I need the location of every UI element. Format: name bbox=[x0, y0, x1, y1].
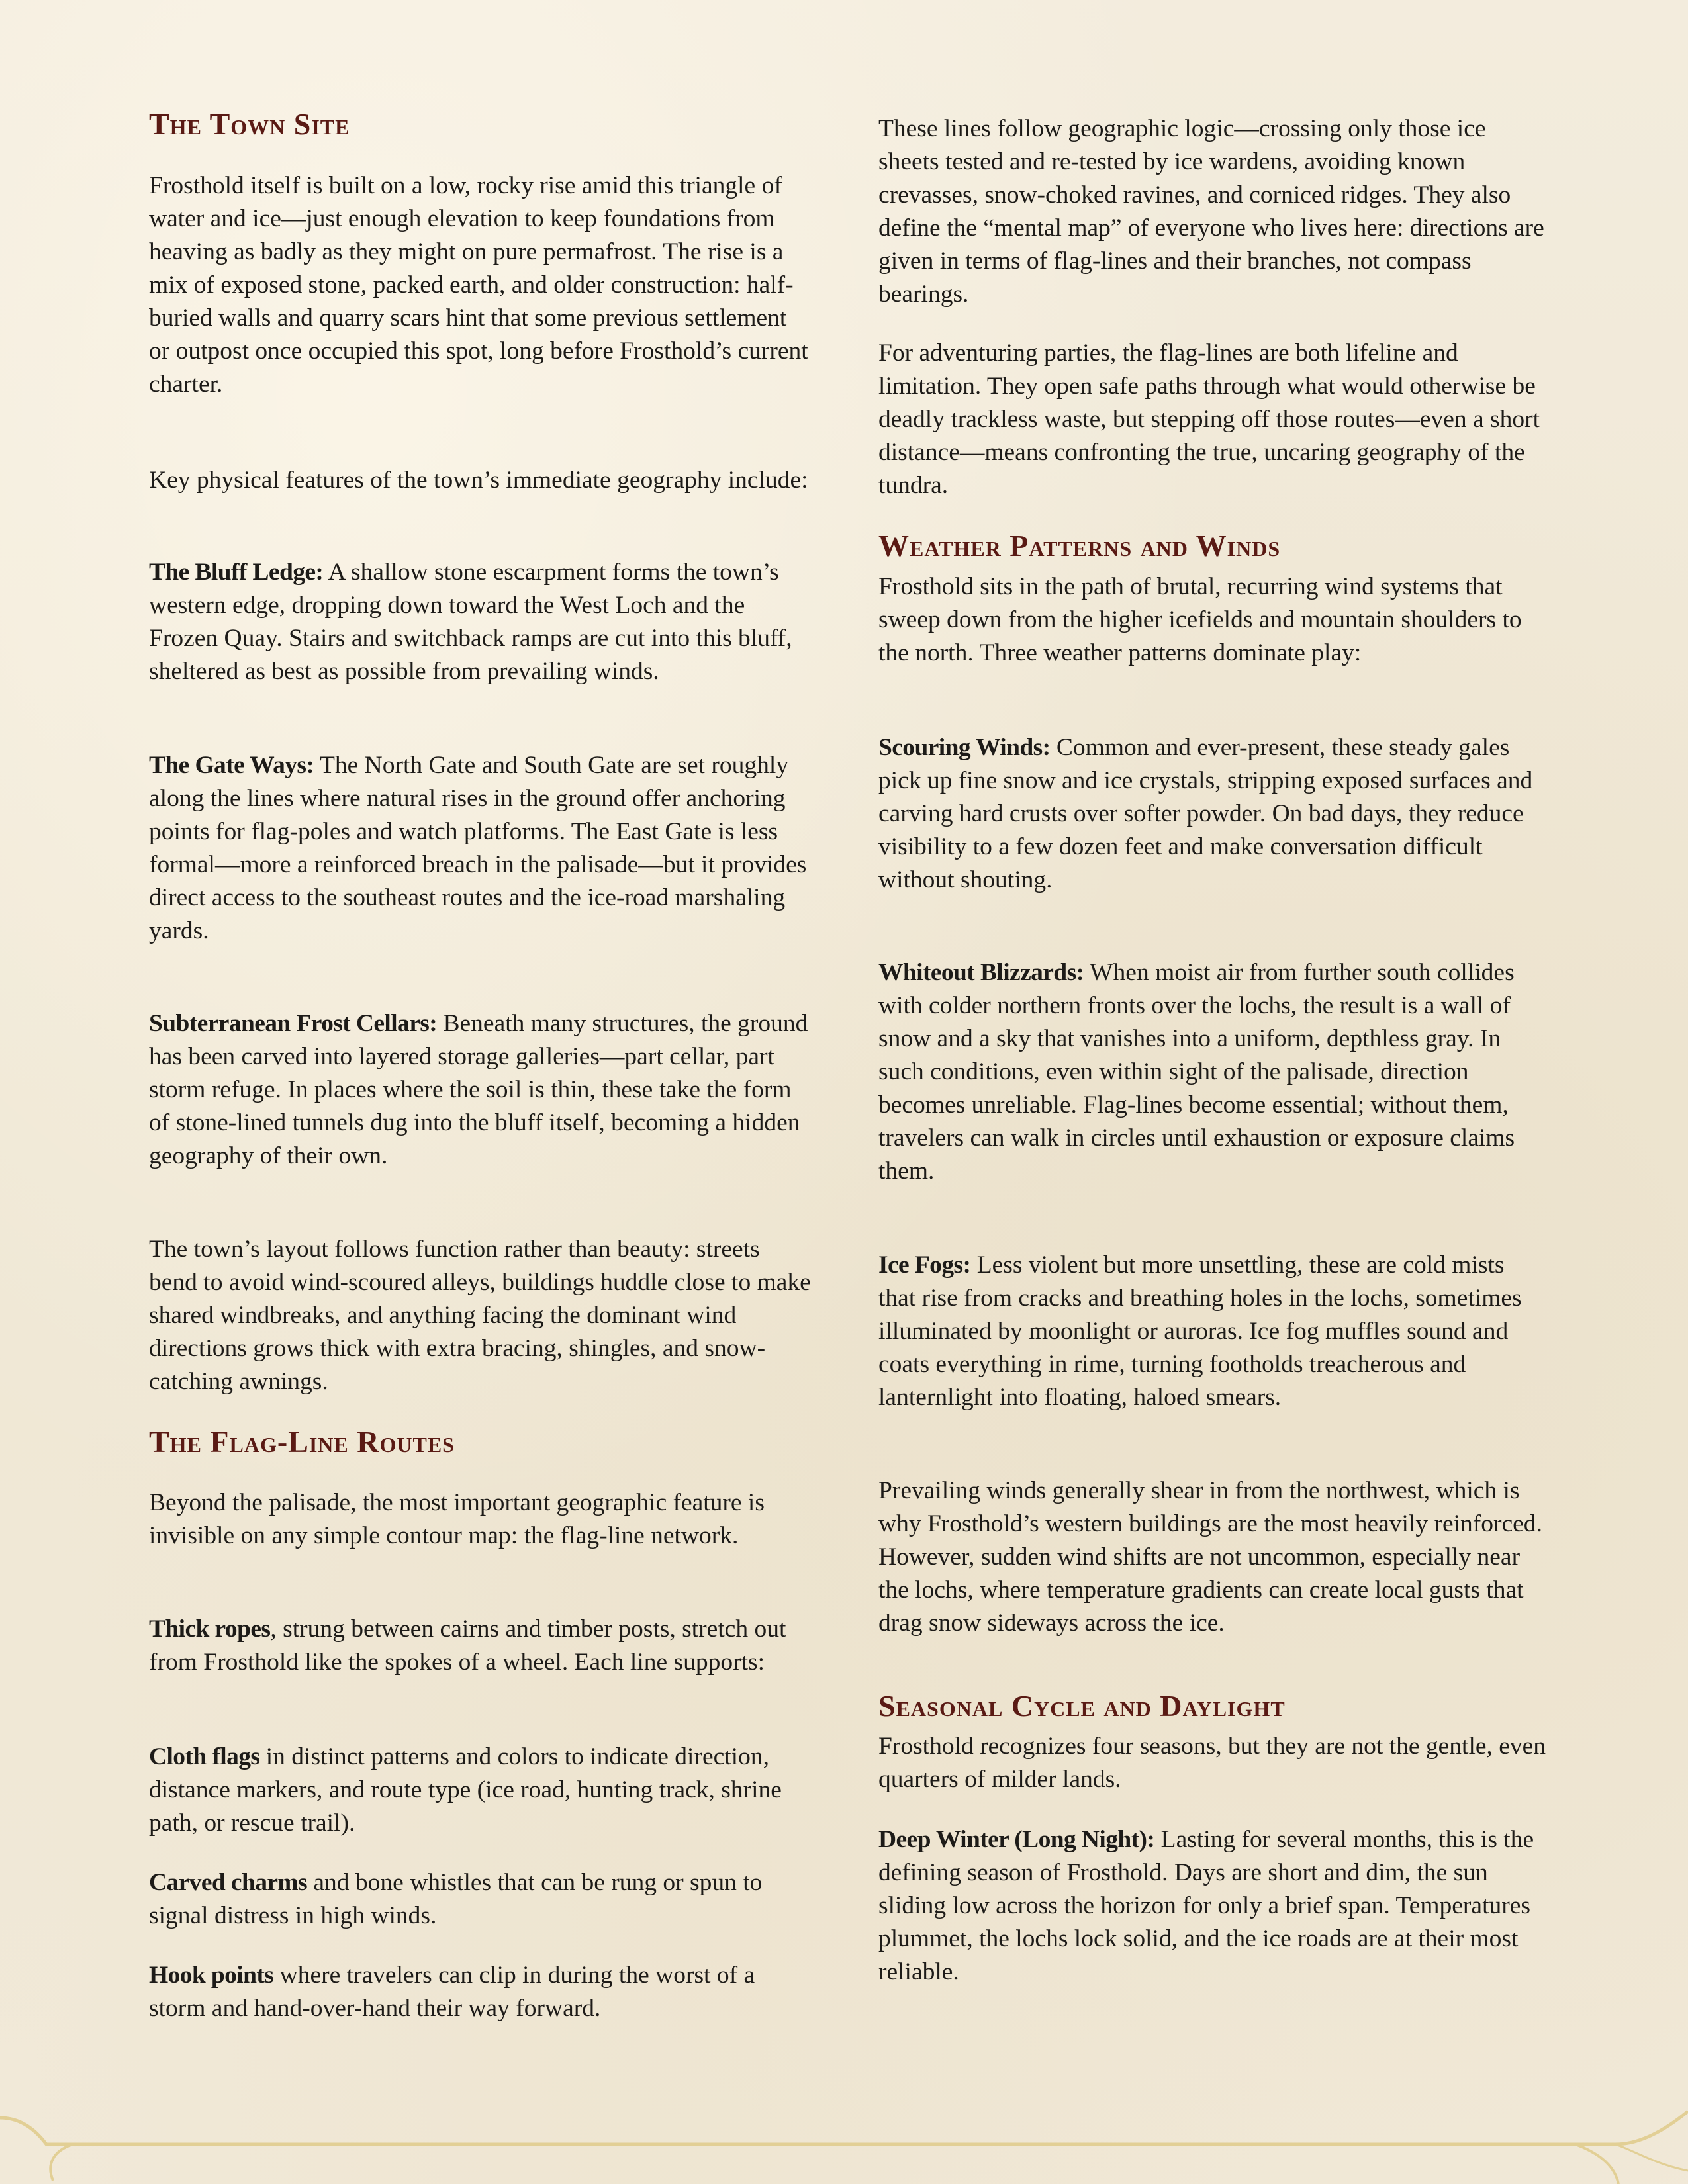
term-bluff-ledge: The Bluff Ledge: bbox=[149, 559, 324, 586]
paragraph-cloth-flags bbox=[149, 1741, 811, 1840]
footer-flourish-left bbox=[50, 2144, 73, 2181]
text-thick-ropes: , strung between cairns and timber posts, stretch out from Frosthold like the spokes of a wheel. Each line supports: bbox=[149, 1615, 786, 1676]
paragraph-scouring-winds bbox=[878, 731, 1547, 897]
text-whiteout-blizzards: When moist air from further south collides with colder northern fronts over the lochs, the result is a wall of snow and a sky that vanishes into a uniform, depthless gray. In such conditions, even within sight of the palisade, direction becomes unreliable. Flag-lines become essential; without them, travelers can walk in circles until exhaustion or exposure claims them. bbox=[878, 959, 1515, 1185]
footer-flourish-right-curl bbox=[1615, 2144, 1688, 2171]
text-deep-winter: Lasting for several months, this is the defining season of Frosthold. Days are short and dim, the sun sliding low across the horizon for only a brief span. Temperatures plummet, the lochs lock solid, and the ice roads are at their most reliable. bbox=[878, 1826, 1534, 1985]
text-cloth-flags: in distinct patterns and colors to indicate direction, distance markers, and route type (ice road, hunting track, shrine path, or rescue trail). bbox=[149, 1743, 782, 1837]
paragraph-thick-ropes bbox=[149, 1613, 811, 1679]
term-cloth-flags: Cloth flags bbox=[149, 1743, 260, 1770]
paragraph-ice-fogs bbox=[878, 1249, 1547, 1414]
text-gate-ways: The North Gate and South Gate are set roughly along the lines where natural rises in the ground offer anchoring points for flag-poles and watch platforms. The East Gate is less formal—more a reinforced breach in the palisade—but it provides direct access to the southeast routes and the ice-road marshaling yards. bbox=[149, 752, 807, 944]
paragraph-town-site-intro: Frosthold itself is built on a low, rocky rise amid this triangle of water and ice—just enough elevation to keep foundations from heaving as badly as they might on pure permafrost. The rise is a mix of exposed stone, packed earth, and older construction: half-buried walls and quarry scars hint that some previous settlement or outpost once occupied this spot, long before Frosthold’s current charter. bbox=[149, 172, 808, 398]
term-thick-ropes: Thick ropes bbox=[149, 1615, 271, 1643]
paragraph-seasonal-intro: Frosthold recognizes four seasons, but they are not the gentle, even quarters of milder lands. bbox=[878, 1733, 1546, 1793]
term-carved-charms: Carved charms bbox=[149, 1869, 308, 1896]
paragraph-weather-intro: Frosthold sits in the path of brutal, recurring wind systems that sweep down from the higher icefields and mountain shoulders to the north. Three weather patterns dominate play: bbox=[878, 573, 1522, 666]
term-frost-cellars: Subterranean Frost Cellars: bbox=[149, 1010, 438, 1037]
paragraph-town-layout: The town’s layout follows function rather than beauty: streets bend to avoid wind-scoured alleys, buildings huddle close to make shared windbreaks, and anything facing the dominant wind directions grows thick with extra bracing, shingles, and snow-catching awnings. bbox=[149, 1236, 811, 1395]
paragraph-hook-points bbox=[149, 1959, 811, 2025]
term-scouring-winds: Scouring Winds: bbox=[878, 734, 1051, 761]
paragraph-flag-lines-logic: These lines follow geographic logic—crossing only those ice sheets tested and re-tested by ice wardens, avoiding known crevasses, snow-choked ravines, and corniced ridges. They also define the “mental map” of everyone who lives here: directions are given in terms of flag-lines and their branches, not compass bearings. bbox=[878, 115, 1544, 308]
text-bluff-ledge: A shallow stone escarpment forms the town’s western edge, dropping down toward the West Loch and the Frozen Quay. Stairs and switchback ramps are cut into this bluff, sheltered as best as possible from prevailing winds. bbox=[149, 559, 792, 685]
paragraph-frost-cellars bbox=[149, 1007, 811, 1173]
paragraph-prevailing-winds: Prevailing winds generally shear in from the northwest, which is why Frosthold’s western buildings are the most heavily reinforced. However, sudden wind shifts are not uncommon, especially near the lochs, where temperature gradients can create local gusts that drag snow sideways across the ice. bbox=[878, 1477, 1542, 1637]
paragraph-deep-winter bbox=[878, 1823, 1547, 1989]
paragraph-flag-line-intro: Beyond the palisade, the most important geographic feature is invisible on any simple contour map: the flag-line network. bbox=[149, 1489, 765, 1549]
footer-ornament bbox=[0, 2071, 1688, 2184]
section-heading-seasonal: Seasonal Cycle and Daylight bbox=[878, 1689, 1286, 1723]
paragraph-key-features: Key physical features of the town’s immediate geography include: bbox=[149, 467, 808, 494]
term-deep-winter: Deep Winter (Long Night): bbox=[878, 1826, 1155, 1853]
term-hook-points: Hook points bbox=[149, 1962, 274, 1989]
text-frost-cellars: Beneath many structures, the ground has been carved into layered storage galleries—part cellar, part storm refuge. In places where the soil is thin, these take the form of stone-lined tunnels dug into the bluff itself, becoming a hidden geography of their own. bbox=[149, 1010, 808, 1169]
section-heading-flag-line: The Flag-Line Routes bbox=[149, 1425, 455, 1459]
paragraph-gate-ways bbox=[149, 749, 811, 948]
section-heading-town-site: The Town Site bbox=[149, 107, 350, 141]
term-ice-fogs: Ice Fogs: bbox=[878, 1251, 971, 1279]
paragraph-flag-lines-adventuring: For adventuring parties, the flag-lines are both lifeline and limitation. They open safe paths through what would otherwise be deadly trackless waste, but stepping off those routes—even a short distance—means confronting the true, uncaring geography of the tundra. bbox=[878, 340, 1540, 499]
text-carved-charms: and bone whistles that can be rung or spun to signal distress in high winds. bbox=[149, 1869, 763, 1929]
footer-flourish-right bbox=[1575, 2144, 1618, 2184]
paragraph-bluff-ledge bbox=[149, 556, 811, 688]
paragraph-carved-charms bbox=[149, 1866, 811, 1933]
section-heading-weather: Weather Patterns and Winds bbox=[878, 529, 1281, 563]
paragraph-whiteout-blizzards bbox=[878, 956, 1547, 1188]
text-hook-points: where travelers can clip in during the worst of a storm and hand-over-hand their way forward. bbox=[149, 1962, 755, 2022]
term-gate-ways: The Gate Ways: bbox=[149, 752, 314, 779]
term-whiteout-blizzards: Whiteout Blizzards: bbox=[878, 959, 1084, 986]
text-ice-fogs: Less violent but more unsettling, these are cold mists that rise from cracks and breathing holes in the lochs, sometimes illuminated by moonlight or auroras. Ice fog muffles sound and coats everything in rime, turning footholds treacherous and lanternlight into floating, haloed smears. bbox=[878, 1251, 1522, 1411]
footer-rule-line bbox=[0, 2111, 1688, 2144]
text-scouring-winds: Common and ever-present, these steady gales pick up fine snow and ice crystals, stripping exposed surfaces and carving hard crusts over softer powder. On bad days, they reduce visibility to a few dozen feet and make conversation difficult without shouting. bbox=[878, 734, 1533, 893]
